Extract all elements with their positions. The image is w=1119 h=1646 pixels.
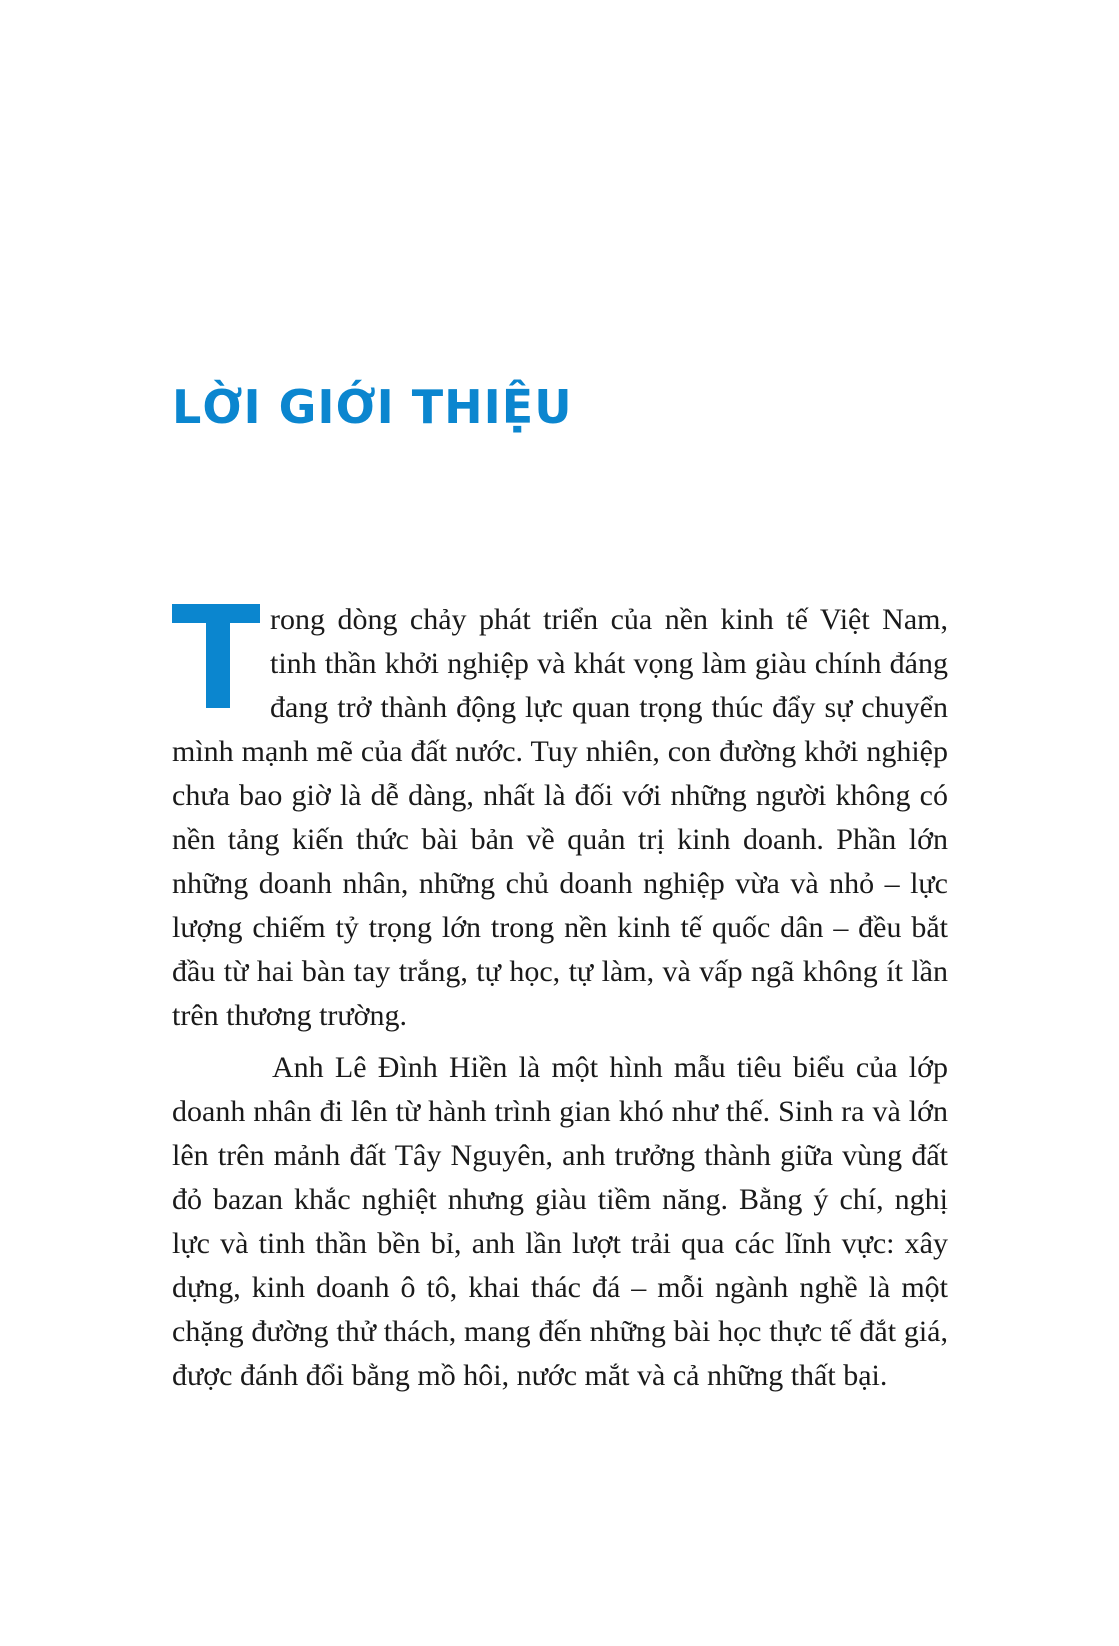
chapter-body xyxy=(172,598,948,1398)
drop-cap-letter xyxy=(172,604,260,712)
chapter-title: LỜI GIỚI THIỆU xyxy=(172,380,573,434)
drop-cap xyxy=(172,604,270,726)
paragraph-intro-text: rong dòng chảy phát triển của nền kinh tế Việt Nam, tinh thần khởi nghiệp và khát vọng làm giàu chính đáng đang trở thành động lực quan trọng thúc đẩy sự chuyển mình mạnh mẽ của đất nước. Tuy nhiên, con đường khởi nghiệp chưa bao giờ là dễ dàng, nhất là đối với những người không có nền tảng kiến thức bài bản về quản trị kinh doanh. Phần lớn những doanh nhân, những chủ doanh nghiệp vừa và nhỏ – lực lượng chiếm tỷ trọng lớn trong nền kinh tế quốc dân – đều bắt đầu từ hai bàn tay trắng, tự học, tự làm, và vấp ngã không ít lần trên thương trường. xyxy=(172,603,948,1032)
paragraph-intro xyxy=(172,598,948,1038)
paragraph-author: Anh Lê Đình Hiền là một hình mẫu tiêu biểu của lớp doanh nhân đi lên từ hành trình gian khó như thế. Sinh ra và lớn lên trên mảnh đất Tây Nguyên, anh trưởng thành giữa vùng đất đỏ bazan khắc nghiệt nhưng giàu tiềm năng. Bằng ý chí, nghị lực và tinh thần bền bỉ, anh lần lượt trải qua các lĩnh vực: xây dựng, kinh doanh ô tô, khai thác đá – mỗi ngành nghề là một chặng đường thử thách, mang đến những bài học thực tế đắt giá, được đánh đổi bằng mồ hôi, nước mắt và cả những thất bại. xyxy=(172,1051,948,1392)
